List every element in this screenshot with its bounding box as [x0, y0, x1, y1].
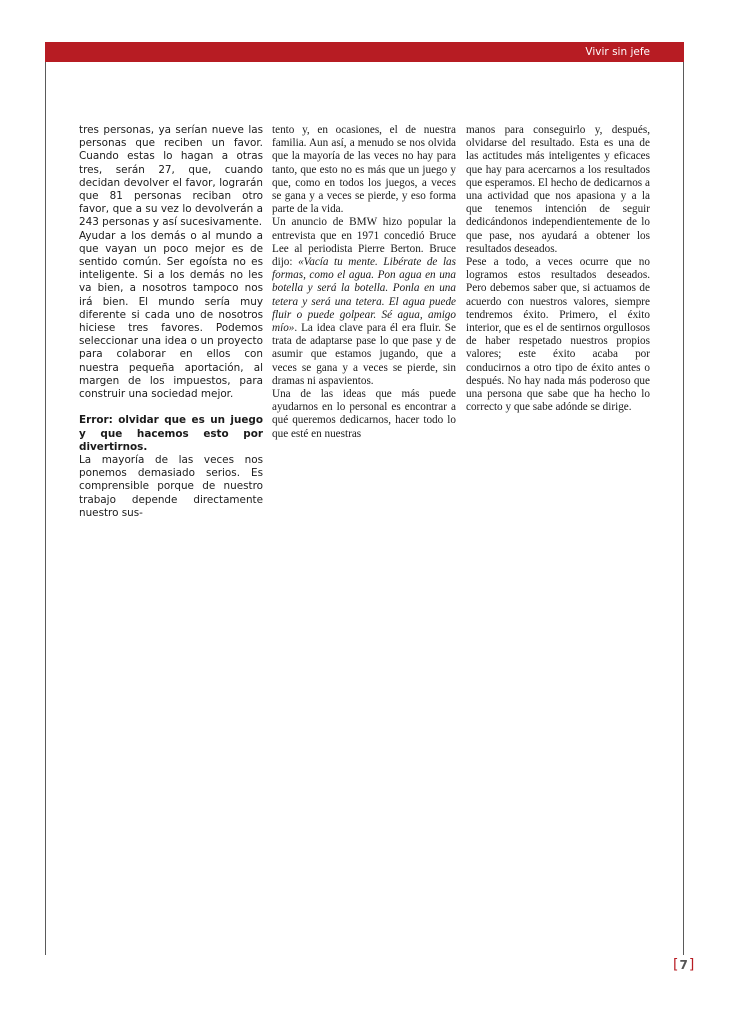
paragraph: tento y, en ocasiones, el de nuestra familia. Aun así, a menudo se nos olvida que la mayoría de las veces no hay para tanto, que esto no es más que un juego y que, como en todos los juegos, a veces se gana y a veces se pierde, y eso forma parte de la vida. — [272, 124, 456, 216]
right-margin-rule — [683, 62, 684, 955]
text-column-3 — [466, 124, 650, 414]
text-column-2 — [272, 124, 456, 441]
text-column-1 — [79, 124, 263, 520]
quote-lead-in: Un anuncio de BMW hizo popular la entrevista que en 1971 concedió Bruce Lee al periodista Pierre Berton. Bruce dijo: — [272, 216, 456, 269]
paragraph-spacer — [79, 401, 263, 414]
bracket-open: [ — [673, 957, 679, 973]
paragraph: tres personas, ya serían nueve las personas que reciben un favor. Cuando estas lo hagan a otras tres, serán 27, que, cuando decidan devolver el favor, lograrán que 81 personas reciban otro favor, que a su vez lo devolverán a 243 personas y así sucesivamente. — [79, 124, 263, 229]
paragraph: manos para conseguirlo y, después, olvidarse del resultado. Esta es una de las actitudes más inteligentes y eficaces que hay para acercarnos a los resultados que esperamos. El hecho de dedicarnos a una actividad que nos apasiona y a la que tenemos intención de seguir dedicándonos independientemente de lo que pase, nos ayudará a obtener los resultados deseados. — [466, 124, 650, 255]
paragraph: Pese a todo, a veces ocurre que no logramos estos resultados deseados. Pero debemos saber que, si actuamos de acuerdo con nuestros valores, siempre tendremos éxito. Primero, el éxito interior, que es el de sentirnos orgullosos de haber respetado nuestros propios valores; este éxito acaba por conducirnos a otro tipo de éxito antes o después. No hay nada más poderoso que una persona que sabe que ha hecho lo correcto y que sabe adónde se dirige. — [466, 256, 650, 414]
quote-follow-up: . La idea clave para él era fluir. Se trata de adaptarse pase lo que pase y de asumir que estamos jugando, que a veces se gana y a veces se pierde, sin dramas ni aspavientos. — [272, 322, 456, 387]
paragraph: Una de las ideas que más puede ayudarnos en lo personal es encontrar a qué queremos dedicarnos, hacer todo lo que esté en nuestras — [272, 388, 456, 440]
bracket-close: ] — [688, 957, 695, 973]
running-header-title: Vivir sin jefe — [585, 46, 650, 58]
page-number-value: 7 — [679, 958, 688, 972]
paragraph: La mayoría de las veces nos ponemos demasiado serios. Es comprensible porque de nuestro trabajo depende directamente nuestro sus- — [79, 454, 263, 519]
header-bar — [45, 42, 684, 62]
page-number — [673, 957, 694, 973]
left-margin-rule — [45, 62, 46, 955]
paragraph-quote — [272, 216, 456, 388]
paragraph: Ayudar a los demás o al mundo a que vayan un poco mejor es de sentido común. Ser egoísta no es inteligente. Si a los demás no les va bien, a nosotros tampoco nos irá bien. El mundo sería muy diferente si cada uno de nosotros hiciese tres favores. Podemos seleccionar una idea o un proyecto para colaborar en ellos con nuestra pequeña aportación, al margen de los impuestos, para construir una sociedad mejor. — [79, 229, 263, 401]
section-subheading: Error: olvidar que es un juego y que hacemos esto por divertirnos. — [79, 414, 263, 453]
bruce-lee-quote: «Vacía tu mente. Libérate de las formas, como el agua. Pon agua en una botella y será la botella. Ponla en una tetera y será una tetera. El agua puede fluir o puede golpear. Sé agua, amigo mío» — [272, 256, 456, 335]
